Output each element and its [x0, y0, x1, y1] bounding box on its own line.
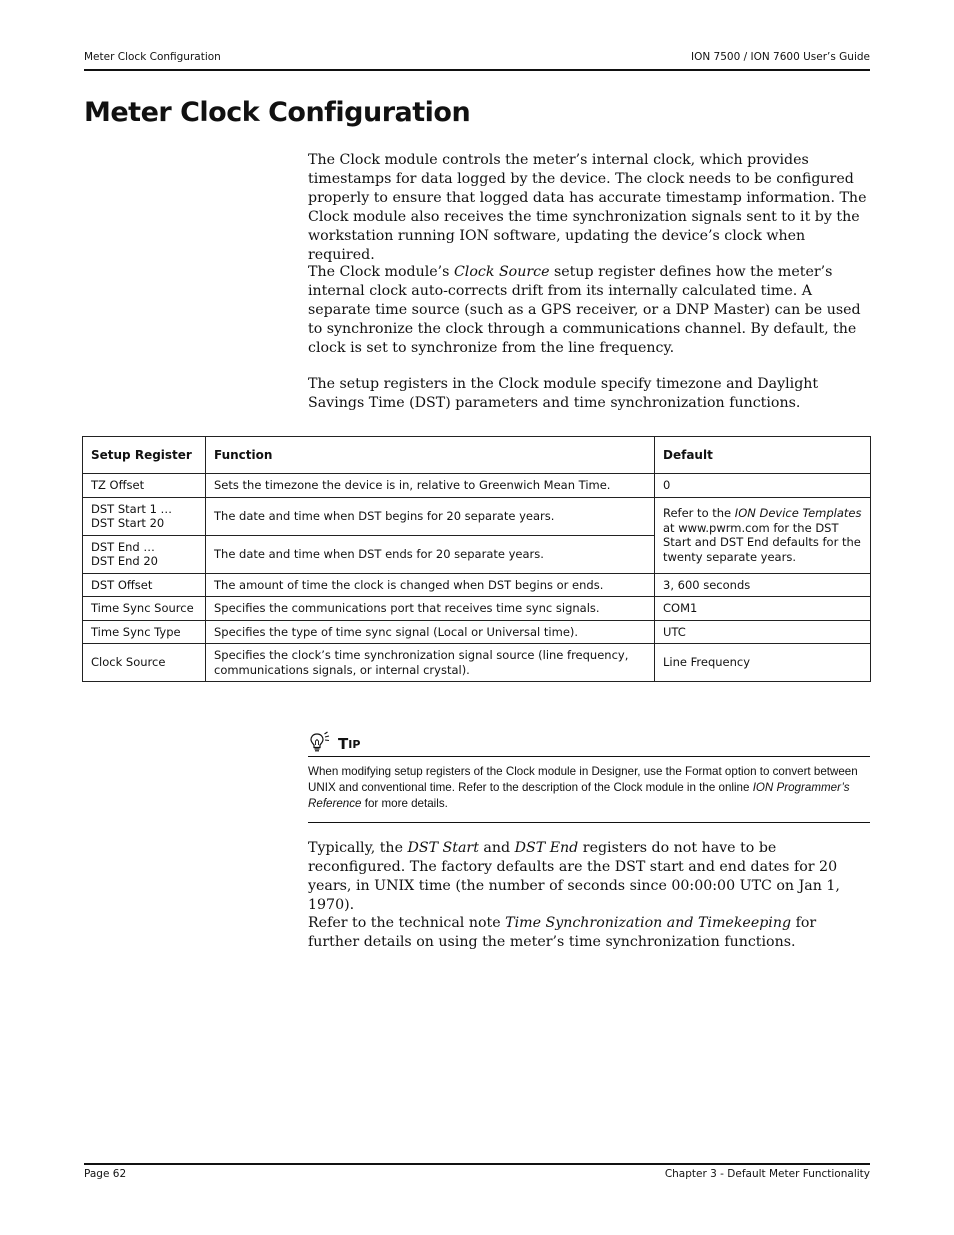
- text-span: at www.pwrm.com for the DST Start and DST End defaults for the twenty separate years.: [663, 520, 861, 564]
- chapter-title: Chapter 3 - Default Meter Functionality: [664, 1168, 870, 1180]
- function-cell: Specifies the communications port that receives time sync signals.: [206, 597, 655, 621]
- register-line: DST End 20: [91, 554, 158, 568]
- function-cell: Specifies the clock’s time synchronization signal source (line frequency, communications signals, or internal crystal).: [206, 644, 655, 682]
- column-header: Default: [655, 437, 871, 474]
- italic-register-name: DST End: [514, 840, 579, 856]
- italic-register-name: DST Start: [407, 840, 479, 856]
- register-cell: Time Sync Type: [83, 620, 206, 644]
- function-cell: Sets the timezone the device is in, relative to Greenwich Mean Time.: [206, 474, 655, 498]
- text-span: for more details.: [361, 797, 448, 810]
- paragraph-clock-module: The Clock module controls the meter’s internal clock, which provides timestamps for data logged by the device. The clock needs to be configured properly to ensure that logged data has accurate timestamp information. The Clock module also receives the time synchronization signals sent to it by the workstation running ION software, updating the device’s clock when required.: [308, 152, 867, 263]
- register-cell: Time Sync Source: [83, 597, 206, 621]
- default-cell: UTC: [655, 620, 871, 644]
- register-line: DST Start 20: [91, 516, 165, 530]
- table-row: [83, 497, 871, 535]
- page-number: Page 62: [84, 1168, 127, 1180]
- text-span: for further details on using the meter’s time synchronization functions.: [308, 915, 817, 950]
- table-row: [83, 644, 871, 682]
- footer-rule: [84, 1163, 870, 1165]
- default-cell: COM1: [655, 597, 871, 621]
- tip-top-rule: [308, 756, 870, 757]
- table-row: [83, 620, 871, 644]
- text-span: setup register defines how the meter’s internal clock auto-corrects drift from its internally calculated time. A separate time source (such as a GPS receiver, or a DNP Master) can be used to synchronize the clock through a communications channel. By default, the clock is set to synchronize from the line frequency.: [308, 264, 861, 356]
- table-row: [83, 597, 871, 621]
- text-span: registers do not have to be reconfigured. The factory defaults are the DST start and end dates for 20 years, in UNIX time (the number of seconds since 00:00:00 UTC on Jan 1, 1970).: [308, 840, 840, 913]
- tip-label-initial: T: [338, 735, 349, 753]
- register-cell: [83, 497, 206, 535]
- function-cell: The date and time when DST ends for 20 separate years.: [206, 535, 655, 573]
- tip-bottom-rule: [308, 822, 870, 823]
- text-span: The Clock module’s: [308, 264, 454, 280]
- table-row: [83, 573, 871, 597]
- paragraph-technical-note: [308, 914, 870, 952]
- register-cell: DST Offset: [83, 573, 206, 597]
- column-header: Function: [206, 437, 655, 474]
- default-cell-merged: [655, 497, 871, 573]
- register-line: DST End …: [91, 539, 155, 554]
- page-title: Meter Clock Configuration: [84, 97, 471, 128]
- default-cell: 0: [655, 474, 871, 498]
- text-span: When modifying setup registers of the Clock module in Designer, use the Format option to convert between UNIX and conventional time. Refer to the description of the Clock module in the online: [308, 765, 858, 794]
- italic-reference: ION Programmer’s Reference: [308, 781, 850, 810]
- default-cell: 3, 600 seconds: [655, 573, 871, 597]
- header-guide-title: ION 7500 / ION 7600 User’s Guide: [690, 51, 870, 63]
- tip-heading: [308, 731, 360, 757]
- register-line: DST Start 1 …: [91, 501, 173, 516]
- text-span: and: [478, 840, 515, 856]
- italic-register-name: Clock Source: [453, 264, 550, 280]
- table-row: [83, 474, 871, 498]
- tip-label-rest: IP: [348, 737, 361, 751]
- function-cell: The amount of time the clock is changed when DST begins or ends.: [206, 573, 655, 597]
- italic-document-title: Time Synchronization and Timekeeping: [505, 915, 792, 931]
- register-cell: TZ Offset: [83, 474, 206, 498]
- italic-reference: ION Device Templates: [734, 506, 862, 520]
- paragraph-dst-registers: [308, 839, 870, 915]
- register-cell: [83, 535, 206, 573]
- text-span: Refer to the: [663, 506, 735, 520]
- function-cell: Specifies the type of time sync signal (Local or Universal time).: [206, 620, 655, 644]
- lightbulb-icon: [308, 731, 338, 757]
- register-cell: Clock Source: [83, 644, 206, 682]
- setup-register-table: [82, 436, 871, 682]
- column-header: Setup Register: [83, 437, 206, 474]
- function-cell: The date and time when DST begins for 20 separate years.: [206, 497, 655, 535]
- header-rule: [84, 69, 870, 71]
- paragraph-setup-registers: The setup registers in the Clock module specify timezone and Daylight Savings Time (DST) parameters and time synchronization functions.: [308, 376, 819, 411]
- table-header-row: [83, 437, 871, 474]
- header-section-title: Meter Clock Configuration: [84, 51, 221, 63]
- text-span: Refer to the technical note: [308, 915, 506, 931]
- paragraph-clock-source: [308, 263, 870, 358]
- text-span: Typically, the: [308, 840, 408, 856]
- tip-text: [308, 764, 870, 812]
- default-cell: Line Frequency: [655, 644, 871, 682]
